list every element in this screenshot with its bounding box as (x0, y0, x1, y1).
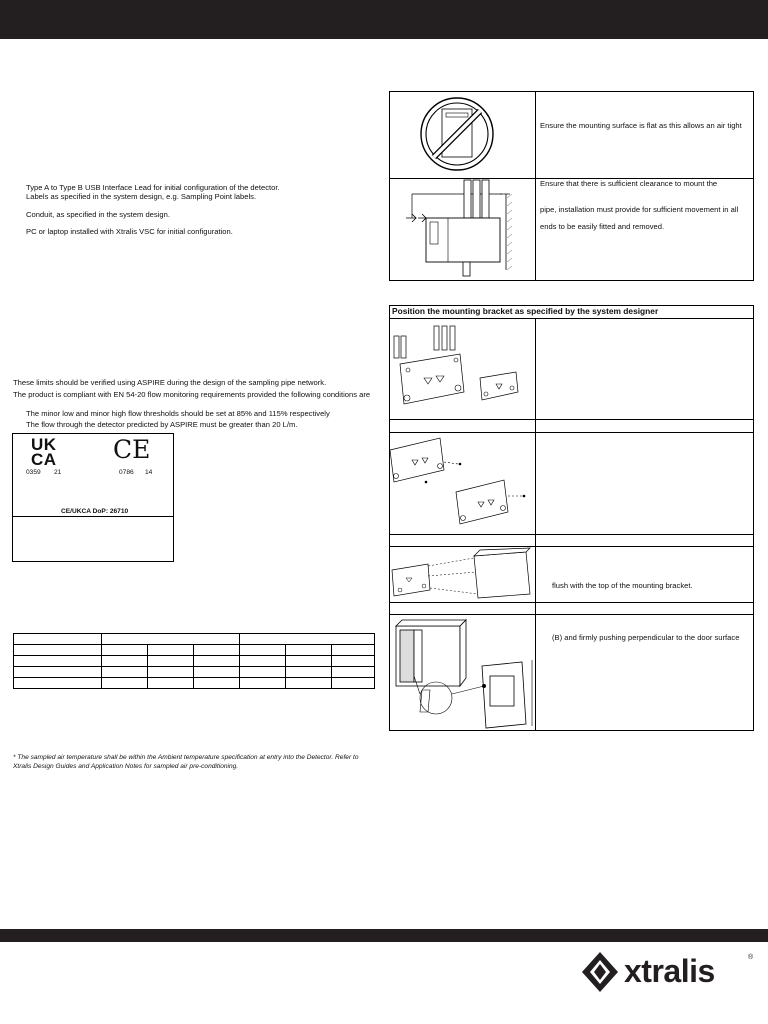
table-cell (286, 645, 332, 656)
table-cell (240, 656, 286, 667)
bracket-position-title: Position the mounting bracket as specified by the system designer (392, 306, 659, 316)
table-cell (14, 645, 102, 656)
table-cell (194, 667, 240, 678)
ce-number-2: 14 (145, 469, 153, 476)
title-divider (390, 318, 753, 319)
door-attach-illustration (392, 620, 544, 730)
table-cell (148, 667, 194, 678)
clearance-line-2: pipe, installation must provide for sufficient movement in all (540, 205, 739, 214)
ce-mark: CE (113, 435, 151, 464)
uneven-surface-prohibited-icon (418, 95, 496, 173)
item-labels: Labels as specified in the system design, e.g. Sampling Point labels. (26, 192, 257, 201)
step-divider-2b (390, 546, 753, 547)
table-row (14, 634, 375, 645)
step-divider-3b (390, 614, 753, 615)
table-cell (194, 645, 240, 656)
table-row (14, 645, 375, 656)
flush-note: flush with the top of the mounting bracket. (552, 581, 693, 590)
dop-reference: CE/UKCA DoP: 26710 (61, 508, 129, 515)
footnote-line-2: Xtralis Design Guides and Application Notes for sampled air pre-conditioning. (13, 763, 239, 770)
table-cell (148, 678, 194, 689)
bracket-screws-illustration (386, 434, 526, 530)
table-cell (286, 656, 332, 667)
certification-box (12, 433, 174, 562)
clearance-line-3: ends to be easily fitted and removed. (540, 222, 665, 231)
table-divider-vertical (535, 92, 536, 280)
ukca-mark-top: UK (31, 435, 57, 454)
xtralis-logo (580, 950, 756, 994)
table-cell (102, 667, 148, 678)
table-cell (194, 656, 240, 667)
flow-verify-text: These limits should be verified using ASPIRE during the design of the sampling pipe network. (13, 378, 327, 387)
registered-mark: ® (748, 954, 754, 961)
table-cell (240, 678, 286, 689)
table-row (14, 667, 375, 678)
detector-mount-illustration (388, 548, 534, 604)
table-cell (332, 656, 375, 667)
table-cell (286, 678, 332, 689)
table-cell (14, 667, 102, 678)
ukca-mark-bottom: CA (31, 450, 57, 469)
table-cell (332, 645, 375, 656)
ukca-number-1: 0359 (26, 469, 41, 476)
table-cell (102, 634, 240, 645)
push-note: (B) and firmly pushing perpendicular to the door surface (552, 633, 740, 642)
table-cell (14, 678, 102, 689)
footnote-line-1: * The sampled air temperature shall be within the Ambient temperature specification at entry into the Detector. Refer to (13, 754, 359, 761)
step-divider-2 (390, 534, 753, 535)
table-cell (332, 678, 375, 689)
table-cell (194, 678, 240, 689)
table-cell (148, 645, 194, 656)
clearance-illustration (402, 180, 532, 276)
flow-compliance-text: The product is compliant with EN 54-20 flow monitoring requirements provided the following conditions are (13, 390, 371, 399)
item-usb-lead: Type A to Type B USB Interface Lead for initial configuration of the detector. (26, 183, 280, 192)
flow-condition-2: The flow through the detector predicted by ASPIRE must be greater than 20 L/m. (26, 420, 298, 429)
clearance-line-1: Ensure that there is sufficient clearance to mount the (540, 179, 718, 188)
item-pc-laptop: PC or laptop installed with Xtralis VSC for initial configuration. (26, 227, 233, 236)
table-cell (148, 656, 194, 667)
table-cell (240, 634, 375, 645)
table-cell (102, 656, 148, 667)
table-cell (332, 667, 375, 678)
header-bar (0, 0, 768, 39)
ukca-number-2: 21 (54, 469, 62, 476)
item-conduit: Conduit, as specified in the system design. (26, 210, 170, 219)
flow-condition-1: The minor low and minor high flow thresholds should be set at 85% and 115% respectively (26, 409, 330, 418)
surface-note: Ensure the mounting surface is flat as this allows an air tight (540, 121, 742, 130)
table-cell (14, 634, 102, 645)
ukca-mark (31, 437, 57, 467)
specifications-table (13, 633, 375, 689)
step-divider-1b (390, 432, 753, 433)
ce-number-1: 0786 (119, 469, 134, 476)
brand-wordmark: xtralis (624, 953, 715, 989)
bracket-anchors-illustration (392, 322, 532, 412)
table-row (14, 678, 375, 689)
table-cell (14, 656, 102, 667)
table-cell (286, 667, 332, 678)
footer-bar (0, 929, 768, 942)
table-cell (102, 678, 148, 689)
step-divider-1 (390, 419, 753, 420)
xtralis-diamond-icon (580, 950, 624, 994)
table-cell (240, 667, 286, 678)
table-cell (102, 645, 148, 656)
table-row (14, 656, 375, 667)
table-cell (240, 645, 286, 656)
